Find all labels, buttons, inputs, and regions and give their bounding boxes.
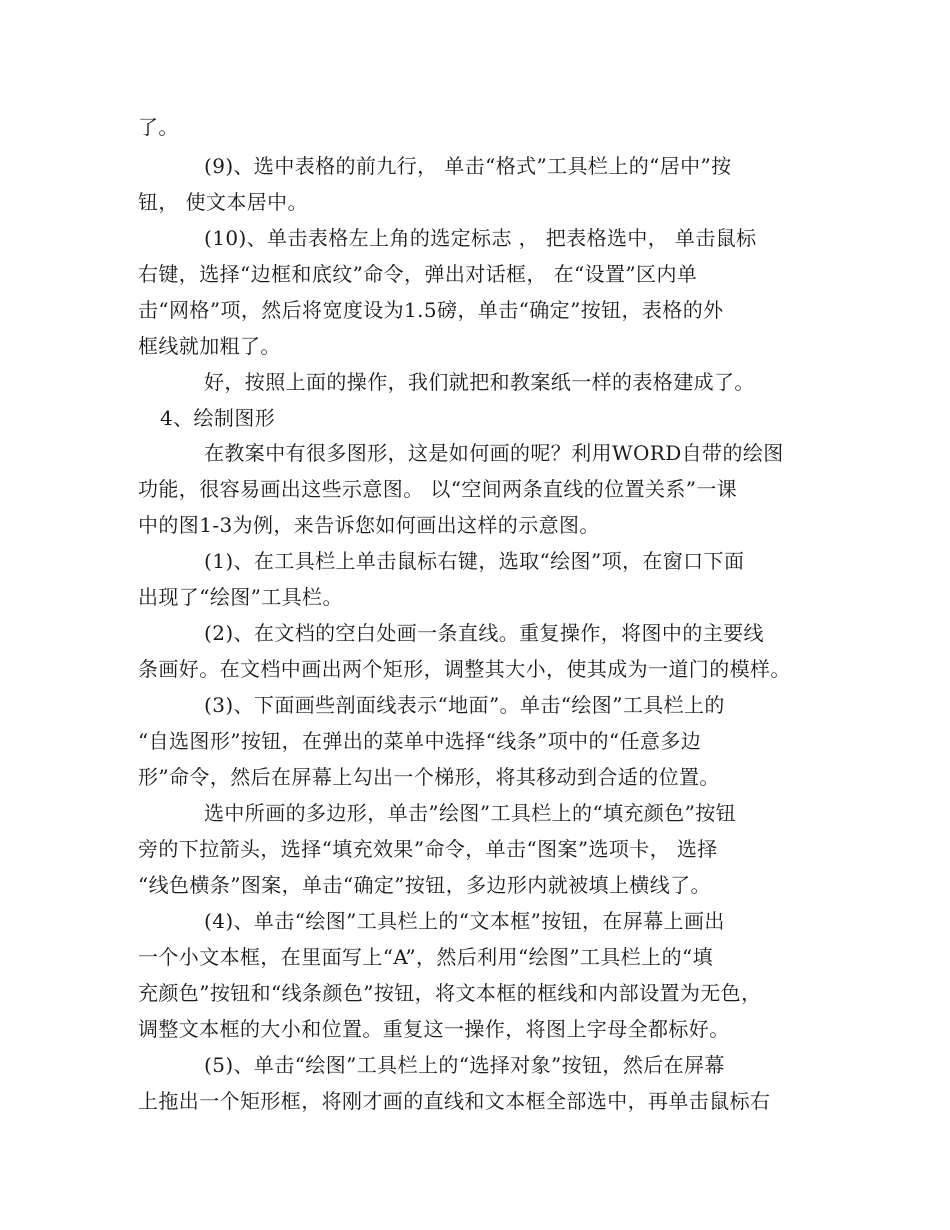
text-line: 中的图1-3为例，来告诉您如何画出这样的示意图。	[138, 513, 600, 537]
intro-paragraph: 在教案中有很多图形，这是如何画的呢？利用WORD自带的绘图	[204, 441, 784, 465]
step-4-paragraph: (4)、单击“绘图”工具栏上的“文本框”按钮，在屏幕上画出	[204, 909, 725, 933]
text-line: 旁的下拉箭头，选择“填充效果”命令，单击“图案”选项卡， 选择	[138, 837, 718, 861]
step-5-paragraph: (5)、单击“绘图”工具栏上的“选择对象”按钮，然后在屏幕	[204, 1053, 725, 1077]
text-line: 钮， 使文本居中。	[138, 190, 308, 214]
text-line: 一个小文本框，在里面写上“A”，然后利用“绘图”工具栏上的“填	[138, 945, 714, 969]
fill-paragraph: 选中所画的多边形，单击”绘图”工具栏上的“填充颜色”按钮	[204, 801, 737, 825]
section-heading: 4、绘制图形	[160, 406, 276, 430]
step-1-paragraph: (1)、在工具栏上单击鼠标右键，选取“绘图”项，在窗口下面	[204, 549, 745, 573]
step-3-paragraph: (3)、下面画些剖面线表示“地面”。单击“绘图”工具栏上的	[204, 693, 725, 717]
text-line: “线色横条”图案，单击“确定”按钮，多边形内就被填上横线了。	[138, 873, 711, 897]
step-9-paragraph: (9)、选中表格的前九行， 单击“格式”工具栏上的“居中”按	[204, 154, 732, 178]
text-line: “自选图形”按钮，在弹出的菜单中选择“线条”项中的“任意多边	[138, 729, 702, 753]
text-line: 右键，选择“边框和底纹”命令，弹出对话框， 在“设置”区内单	[138, 262, 698, 286]
summary-paragraph: 好，按照上面的操作，我们就把和教案纸一样的表格建成了。	[204, 370, 755, 394]
step-10-paragraph: (10)、单击表格左上角的选定标志 ， 把表格选中， 单击鼠标	[204, 226, 757, 250]
text-line: 调整文本框的大小和位置。重复这一操作，将图上字母全都标好。	[138, 1017, 730, 1041]
step-2-paragraph: (2)、在文档的空白处画一条直线。重复操作，将图中的主要线	[204, 621, 764, 645]
text-line: 出现了“绘图”工具栏。	[138, 585, 343, 609]
text-line: 了。	[138, 115, 179, 139]
text-line: 充颜色”按钮和“线条颜色”按钮，将文本框的框线和内部设置为无色，	[138, 981, 762, 1005]
text-line: 击“网格”项，然后将宽度设为1.5磅，单击“确定”按钮，表格的外	[138, 298, 724, 322]
text-line: 上拖出一个矩形框，将刚才画的直线和文本框全部选中，再单击鼠标右	[138, 1089, 771, 1113]
text-line: 条画好。在文档中画出两个矩形，调整其大小，使其成为一道门的模样。	[138, 657, 791, 681]
text-line: 功能，很容易画出这些示意图。 以“空间两条直线的位置关系”一课	[138, 477, 738, 501]
text-line: 形”命令，然后在屏幕上勾出一个梯形，将其移动到合适的位置。	[138, 765, 720, 789]
text-line: 框线就加粗了。	[138, 334, 281, 358]
